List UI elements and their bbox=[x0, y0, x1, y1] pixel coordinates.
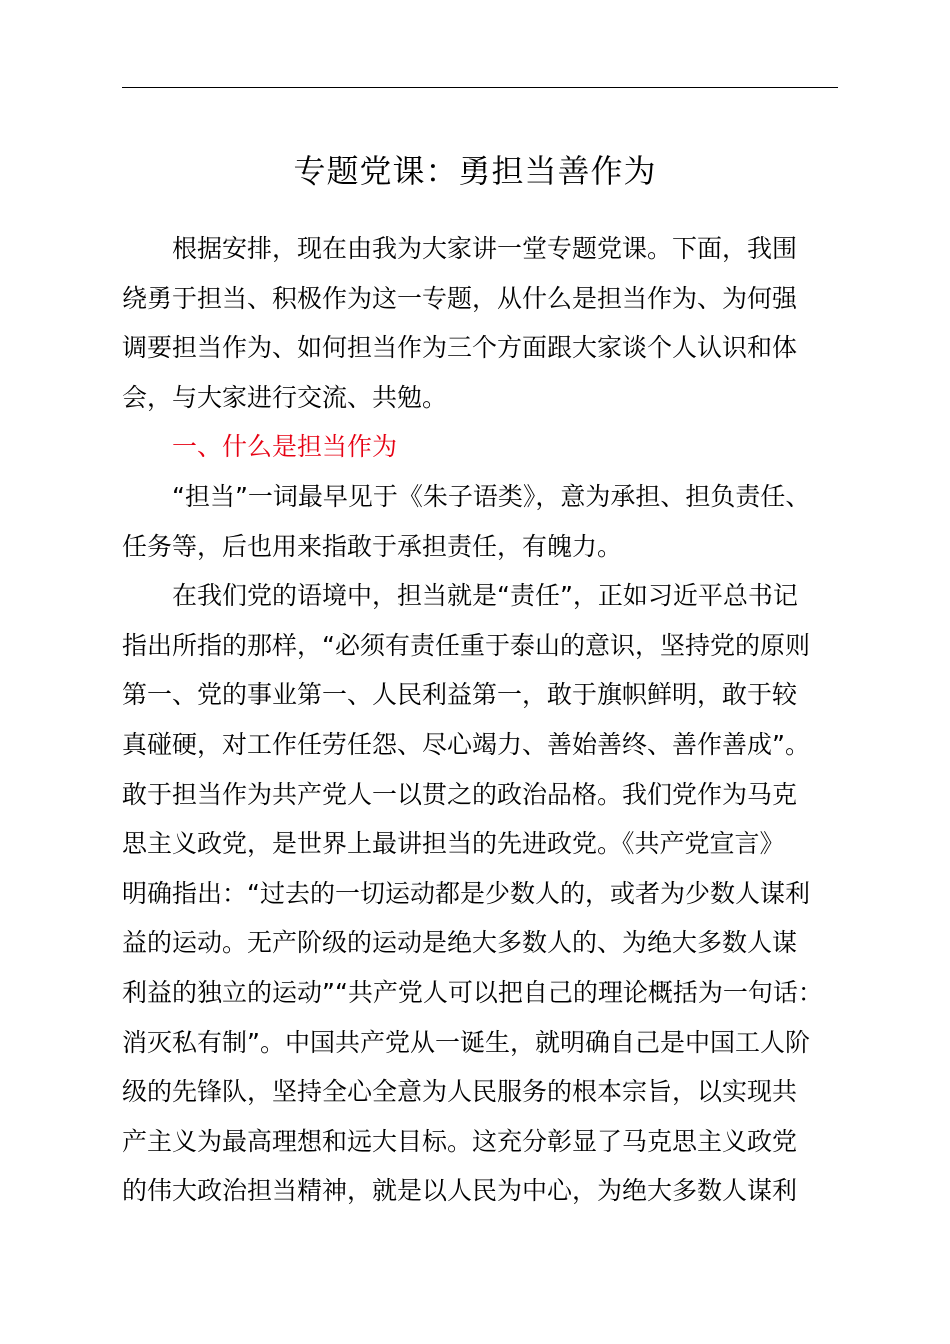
paragraph-line: 明确指出：“过去的一切运动都是少数人的，或者为少数人谋利 bbox=[122, 878, 810, 908]
document-body bbox=[122, 224, 838, 1216]
paragraph-line: 的伟大政治担当精神，就是以人民为中心，为绝大多数人谋利 bbox=[122, 1176, 798, 1206]
paragraph-line: 利益的独立的运动”“共产党人可以把自己的理论概括为一句话： bbox=[122, 977, 823, 1007]
paragraph-line: “担当”一词最早见于《朱子语类》，意为承担、担负责任、 bbox=[172, 481, 811, 511]
document-title: 专题党课：勇担当善作为 bbox=[293, 152, 657, 190]
paragraph-line: 指出所指的那样，“必须有责任重于泰山的意识，坚持党的原则 bbox=[122, 630, 810, 660]
paragraph-line: 根据安排，现在由我为大家讲一堂专题党课。下面，我围 bbox=[172, 234, 798, 263]
paragraph-line: 真碰硬，对工作任劳任怨、尽心竭力、善始善终、善作善成”。 bbox=[122, 729, 810, 759]
paragraph-line: 绕勇于担当、积极作为这一专题，从什么是担当作为、为何强 bbox=[122, 283, 798, 313]
paragraph-line: 级的先锋队，坚持全心全意为人民服务的根本宗旨，以实现共 bbox=[122, 1077, 798, 1107]
paragraph-line: 会，与大家进行交流、共勉。 bbox=[122, 382, 448, 412]
paragraph-line: 调要担当作为、如何担当作为三个方面跟大家谈个人认识和体 bbox=[122, 333, 798, 363]
paragraph-line: 产主义为最高理想和远大目标。这充分彰显了马克思主义政党 bbox=[122, 1126, 798, 1156]
paragraph-line: 任务等，后也用来指敢于承担责任，有魄力。 bbox=[122, 531, 623, 561]
paragraph-line: 思主义政党，是世界上最讲担当的先进政党。《共产党宣言》 bbox=[122, 829, 785, 859]
paragraph-line: 敢于担当作为共产党人一以贯之的政治品格。我们党作为马克 bbox=[122, 779, 798, 809]
section-heading: 一、什么是担当作为 bbox=[172, 432, 398, 462]
paragraph-line: 益的运动。无产阶级的运动是绝大多数人的、为绝大多数人谋 bbox=[122, 928, 798, 958]
header-rule bbox=[122, 87, 838, 88]
paragraph-line: 消灭私有制”。中国共产党从一诞生，就明确自己是中国工人阶 bbox=[122, 1027, 810, 1057]
paragraph-line: 在我们党的语境中，担当就是“责任”，正如习近平总书记 bbox=[172, 581, 798, 611]
paragraph-line: 第一、党的事业第一、人民利益第一，敢于旗帜鲜明，敢于较 bbox=[122, 680, 798, 710]
